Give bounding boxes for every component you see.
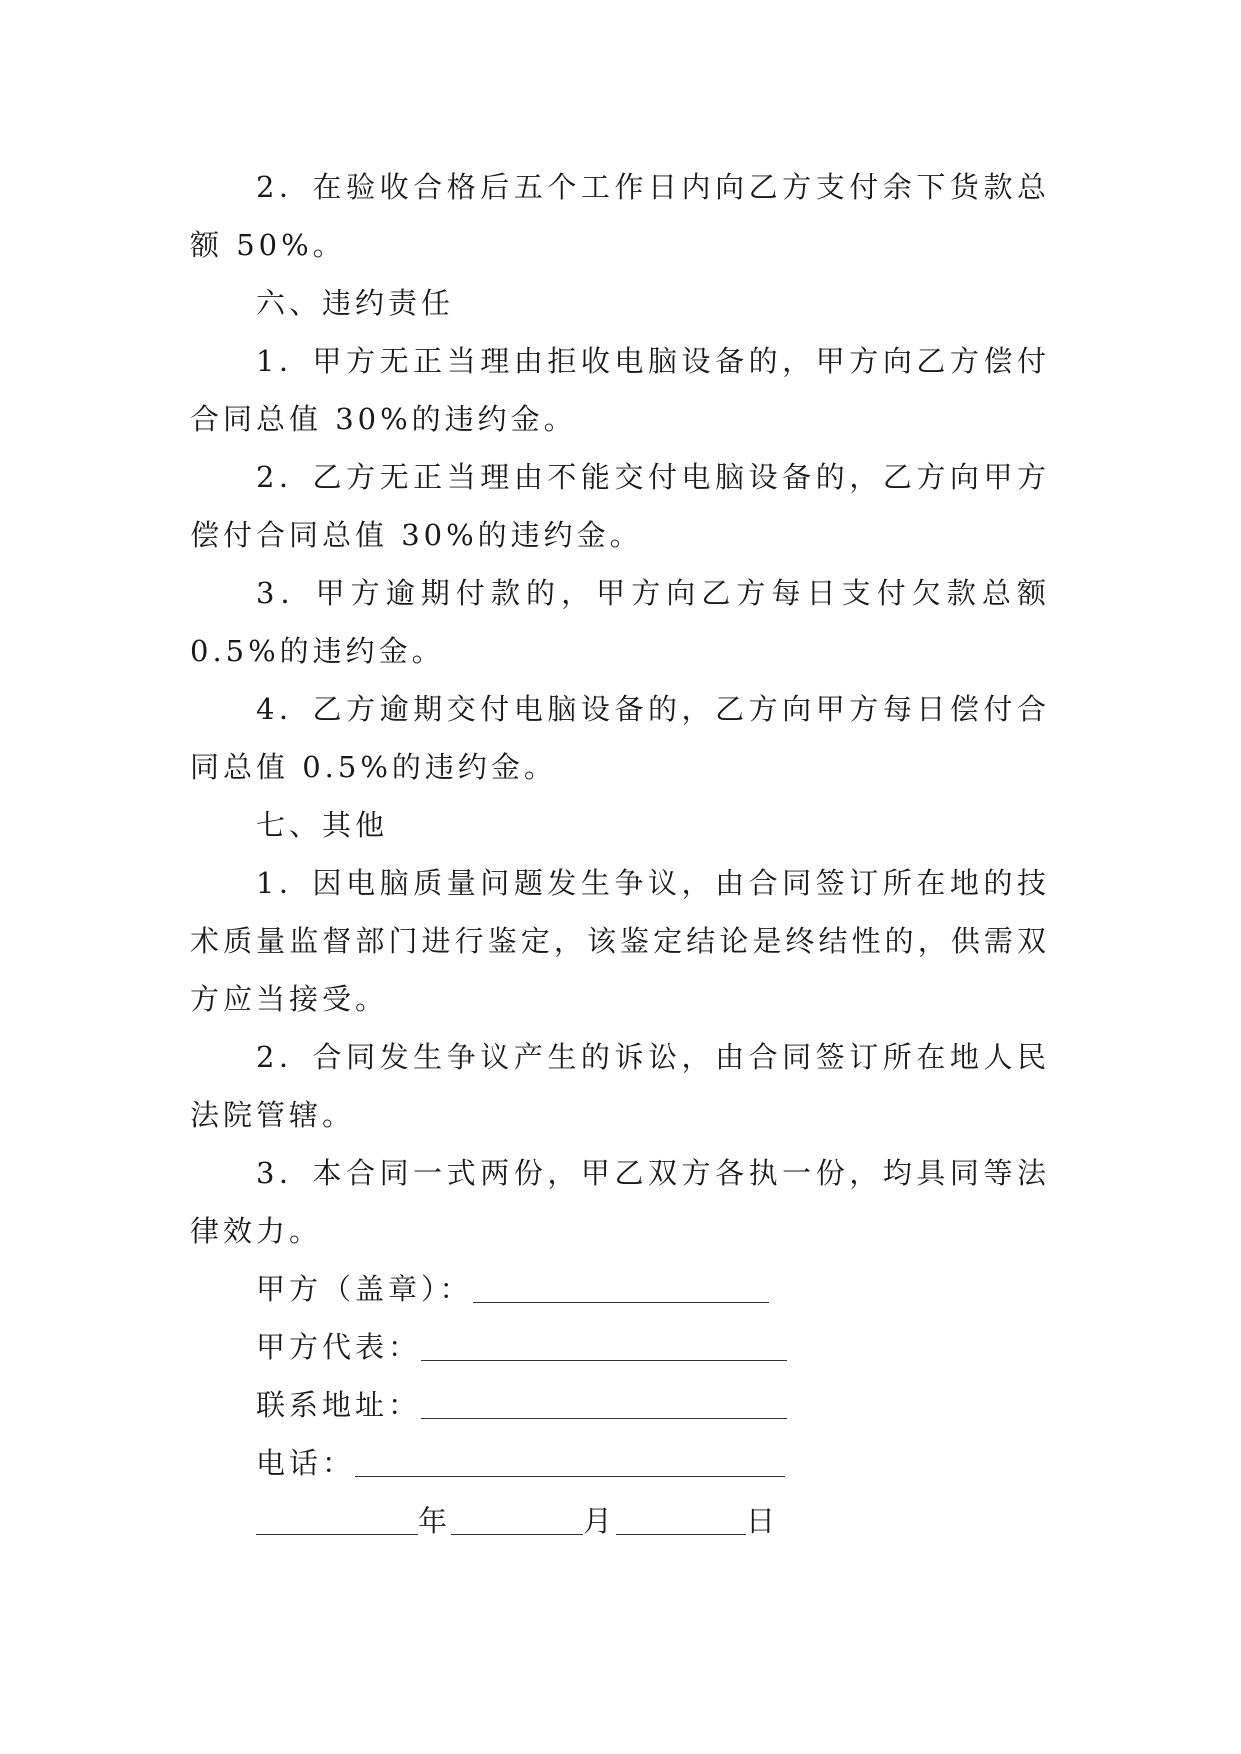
- month-label: 月: [583, 1504, 617, 1538]
- clause-liability-2: 2．乙方无正当理由不能交付电脑设备的，乙方向甲方偿付合同总值 30%的违约金。: [190, 460, 1050, 552]
- signature-party-a-seal: [190, 1260, 1050, 1318]
- signature-phone: [190, 1434, 1050, 1492]
- day-label: 日: [746, 1504, 780, 1538]
- phone-blank[interactable]: [355, 1442, 785, 1477]
- signature-address: [190, 1376, 1050, 1434]
- clause-other-1: 1．因电脑质量问题发生争议，由合同签订所在地的技术质量监督部门进行鉴定，该鉴定结论是终结性的，供需双方应当接受。: [190, 866, 1050, 1016]
- day-blank[interactable]: [616, 1500, 746, 1535]
- clause-other-2: 2．合同发生争议产生的诉讼，由合同签订所在地人民法院管辖。: [190, 1040, 1050, 1132]
- clause-payment-2: 2．在验收合格后五个工作日内向乙方支付余下货款总额 50%。: [190, 170, 1050, 262]
- month-blank[interactable]: [451, 1500, 583, 1535]
- section-heading-liability: 六、违约责任: [256, 286, 455, 320]
- clause-liability-3: 3．甲方逾期付款的，甲方向乙方每日支付欠款总额 0.5%的违约金。: [190, 576, 1050, 668]
- contract-body: [190, 158, 1050, 1550]
- signature-party-a-rep: [190, 1318, 1050, 1376]
- party-a-rep-blank[interactable]: [421, 1326, 787, 1361]
- address-label: 联系地址：: [256, 1388, 422, 1422]
- party-a-seal-label: 甲方（盖章）：: [256, 1272, 473, 1306]
- section-heading-other: 七、其他: [256, 808, 389, 842]
- year-label: 年: [418, 1504, 452, 1538]
- phone-label: 电话：: [256, 1446, 356, 1480]
- year-blank[interactable]: [256, 1500, 418, 1535]
- address-blank[interactable]: [421, 1384, 787, 1419]
- clause-liability-1: 1．甲方无正当理由拒收电脑设备的，甲方向乙方偿付合同总值 30%的违约金。: [190, 344, 1050, 436]
- clause-other-3: 3．本合同一式两份，甲乙双方各执一份，均具同等法律效力。: [190, 1156, 1050, 1248]
- party-a-seal-blank[interactable]: [473, 1268, 769, 1303]
- party-a-rep-label: 甲方代表：: [256, 1330, 422, 1364]
- signature-date: [190, 1492, 1050, 1550]
- clause-liability-4: 4．乙方逾期交付电脑设备的，乙方向甲方每日偿付合同总值 0.5%的违约金。: [190, 692, 1050, 784]
